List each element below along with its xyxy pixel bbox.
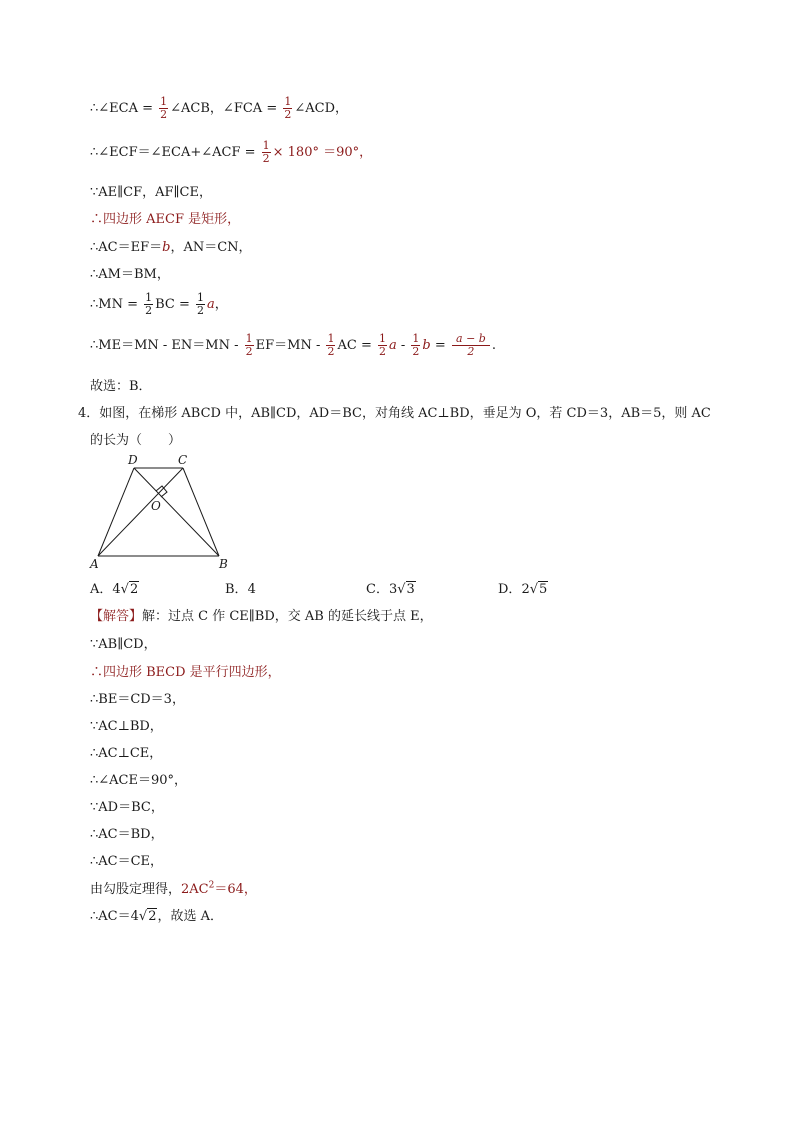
label-b: B: [219, 557, 228, 571]
right-angle-mark: [156, 486, 167, 497]
sqrt-sign: √3: [397, 582, 415, 597]
solution-tag: 【解答】: [90, 609, 143, 624]
solution-step-8: ∴AC＝BD，: [90, 827, 164, 842]
solution-step-5: ∴AC⊥CE，: [90, 746, 163, 761]
solution-step-9: ∴AC＝CE，: [90, 854, 164, 869]
step-parallel: ∵AE∥CF，AF∥CE，: [90, 185, 212, 200]
fraction-half: $\frac{1}{2}$: [327, 332, 335, 358]
label-d: D: [128, 453, 138, 467]
solution-step-11: ∴AC＝4√2，故选 A．: [90, 909, 223, 924]
solution-step-6: ∴∠ACE＝90°，: [90, 773, 188, 788]
option-d[interactable]: D．2√5: [498, 582, 548, 597]
solution-intro: 【解答】解：过点 C 作 CE∥BD，交 AB 的延长线于点 E，: [90, 609, 433, 624]
diagonal-ac: [98, 468, 183, 556]
step-ac-ef: ∴AC＝EF＝b，AN＝CN，: [90, 240, 252, 255]
fraction-half: $\frac{1}{2}$: [262, 139, 270, 165]
label-a: A: [90, 557, 99, 571]
step-rectangle: ∴四边形 AECF 是矩形，: [90, 212, 241, 227]
option-c[interactable]: C．3√3: [366, 582, 415, 597]
solution-step-2: ∴四边形 BECD 是平行四边形，: [90, 665, 281, 680]
label-o: O: [151, 499, 161, 513]
solution-step-7: ∵AD＝BC，: [90, 800, 164, 815]
fraction-half: $\frac{1}{2}$: [412, 332, 420, 358]
solution-step-10: 由勾股定理得，$2AC^2=64$，: [90, 880, 257, 897]
step-am-bm: ∴AM＝BM，: [90, 267, 170, 282]
option-b[interactable]: B．4: [225, 582, 256, 597]
fraction-half: $\frac{1}{2}$: [284, 95, 292, 121]
option-a[interactable]: A．4√2: [90, 582, 139, 597]
fraction-a-minus-b: $\frac{a - b}{2}$: [452, 333, 490, 358]
side-bc: [183, 468, 219, 556]
fraction-half: $\frac{1}{2}$: [378, 332, 386, 358]
sqrt-sign: √5: [529, 582, 548, 597]
solution-step-1: ∵AB∥CD，: [90, 637, 157, 652]
label-c: C: [178, 453, 188, 467]
step-me: ∴ME＝MN - EN＝MN - $\frac{1}{2}$ EF＝MN - $\frac{1}{2}$ AC = $\frac{1}{2}$ a - $\frac{1}{2}$ b = $\frac{a - b}{2}$ .: [90, 332, 497, 358]
solution-step-4: ∵AC⊥BD，: [90, 719, 163, 734]
fraction-half: $\frac{1}{2}$: [197, 291, 205, 317]
step-ecf: ∴∠ECF＝∠ECA+∠ACF = $\frac{1}{2}$ × 180° ＝90°，: [90, 139, 373, 165]
sqrt-sign: √2: [120, 582, 139, 597]
step-mn: ∴MN = $\frac{1}{2}$ BC = $\frac{1}{2}$ a，: [90, 291, 228, 317]
answer-b: 故选：B．: [90, 379, 152, 394]
step-eca: ∴∠ECA = $\frac{1}{2}$ ∠ACB，∠FCA = $\frac{1}{2}$ ∠ACD，: [90, 95, 348, 121]
solution-step-3: ∴BE＝CD＝3，: [90, 692, 185, 707]
fraction-half: $\frac{1}{2}$: [245, 332, 253, 358]
question-4-line2: 的长为（ ）: [90, 433, 182, 448]
sqrt-sign: √2: [138, 909, 157, 924]
fraction-half: $\frac{1}{2}$: [160, 95, 168, 121]
trapezoid-figure: [88, 452, 238, 572]
fraction-half: $\frac{1}{2}$: [145, 291, 153, 317]
question-4-line1: 4．如图，在梯形 ABCD 中，AB∥CD，AD＝BC，对角线 AC⊥BD，垂足为 O，若 CD＝3，AB＝5，则 AC: [78, 406, 711, 421]
side-ad: [98, 468, 134, 556]
diagonal-bd: [134, 468, 219, 556]
